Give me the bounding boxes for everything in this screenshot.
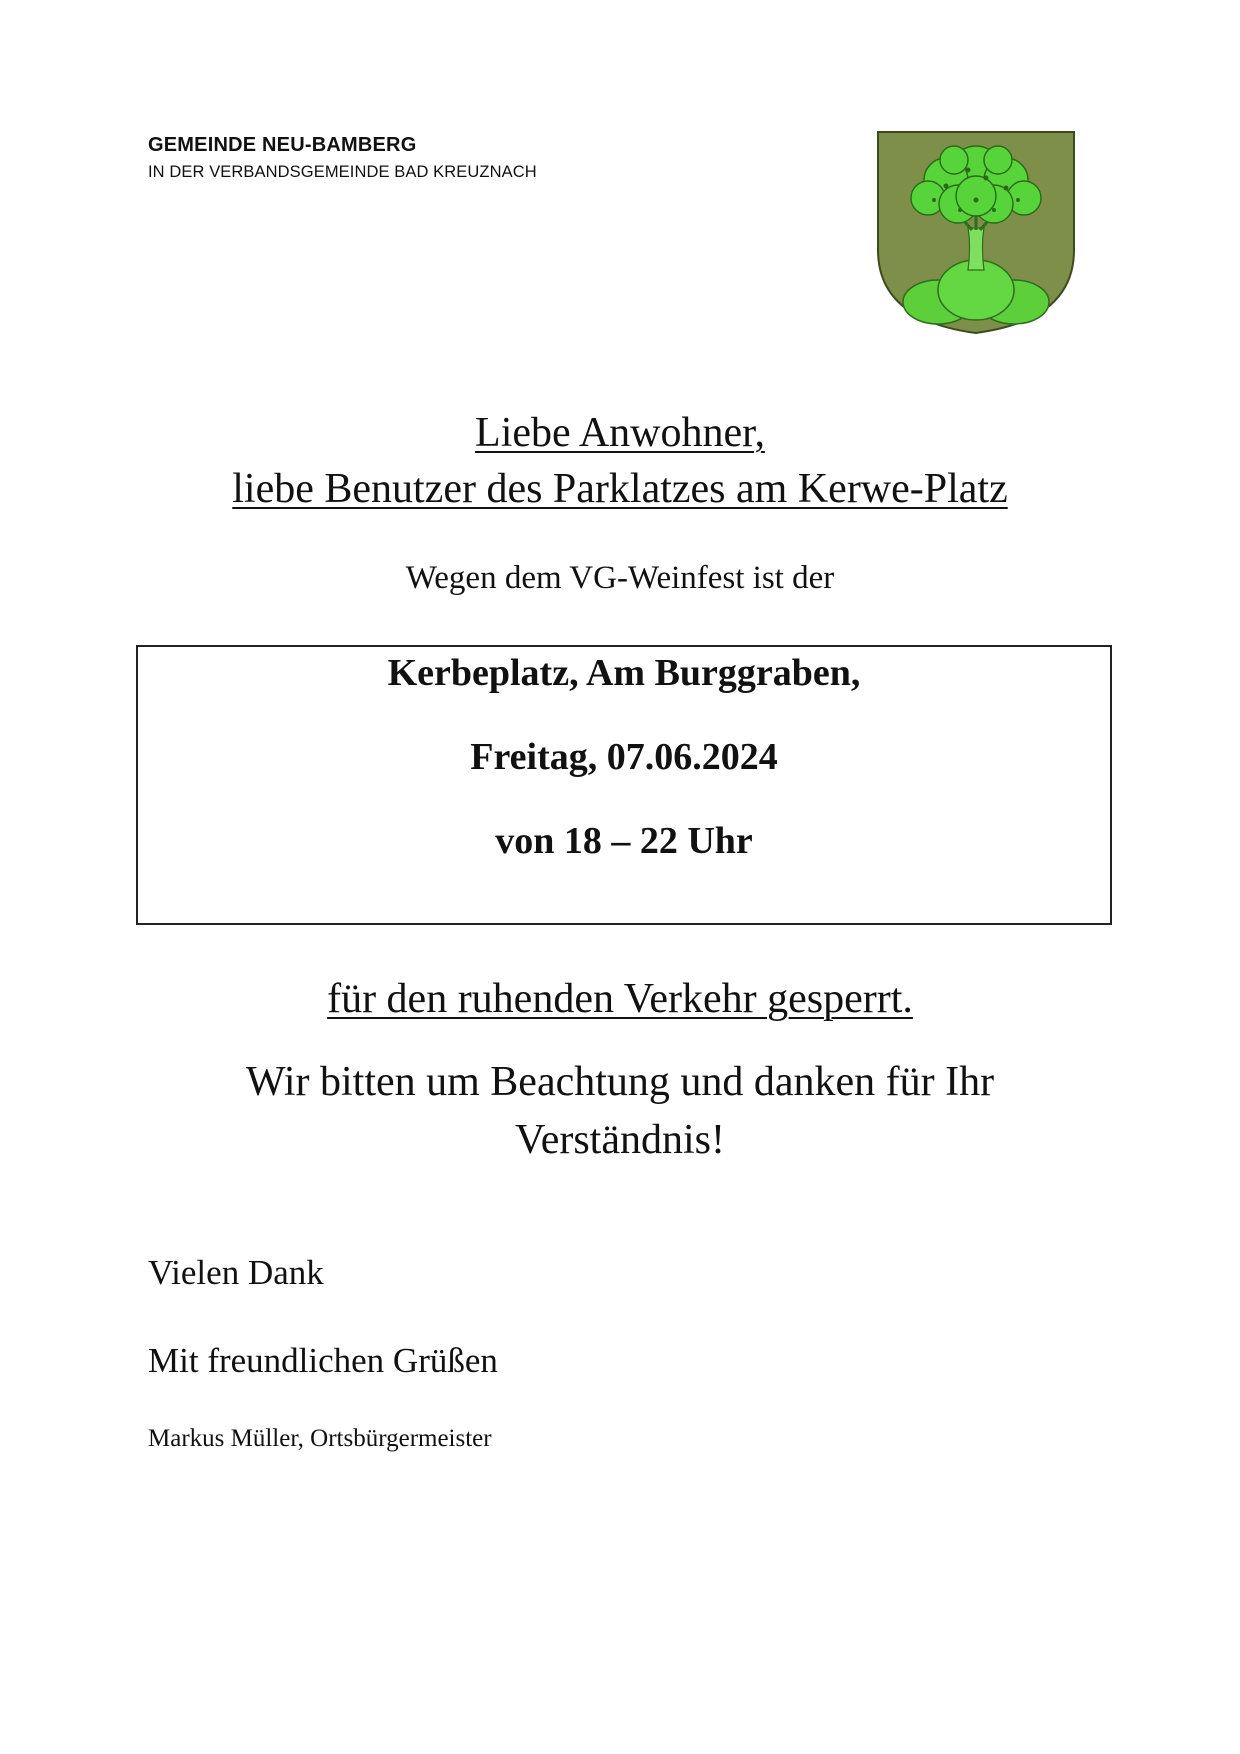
intro-text: Wegen dem VG-Weinfest ist der	[405, 560, 835, 596]
greeting	[0, 405, 1240, 517]
closure-location: Kerbeplatz, Am Burggraben,	[387, 652, 861, 694]
header-organization	[148, 134, 537, 182]
request-line-1: Wir bitten um Beachtung und danken für Ihr	[245, 1059, 995, 1105]
thanks-text: Vielen Dank	[148, 1253, 324, 1292]
request-text	[0, 1053, 1240, 1169]
org-name: GEMEINDE NEU-BAMBERG	[148, 134, 417, 156]
closure-date: Freitag, 07.06.2024	[470, 736, 778, 778]
request-line-2: Verständnis!	[515, 1117, 725, 1163]
closed-notice-text: für den ruhenden Verkehr gesperrt.	[327, 976, 913, 1022]
regards-text: Mit freundlichen Grüßen	[148, 1341, 498, 1380]
signature: Markus Müller, Ortsbürgermeister	[148, 1425, 492, 1452]
greeting-line-2: liebe Benutzer des Parklatzes am Kerwe-Platz	[232, 466, 1008, 512]
coat-of-arms-tree-icon	[876, 130, 1076, 335]
closed-notice	[0, 975, 1240, 1023]
closure-time: von 18 – 22 Uhr	[495, 820, 753, 862]
org-subtitle: IN DER VERBANDSGEMEINDE BAD KREUZNACH	[148, 163, 537, 181]
closure-details-box	[136, 645, 1112, 925]
greeting-line-1: Liebe Anwohner,	[475, 410, 765, 456]
